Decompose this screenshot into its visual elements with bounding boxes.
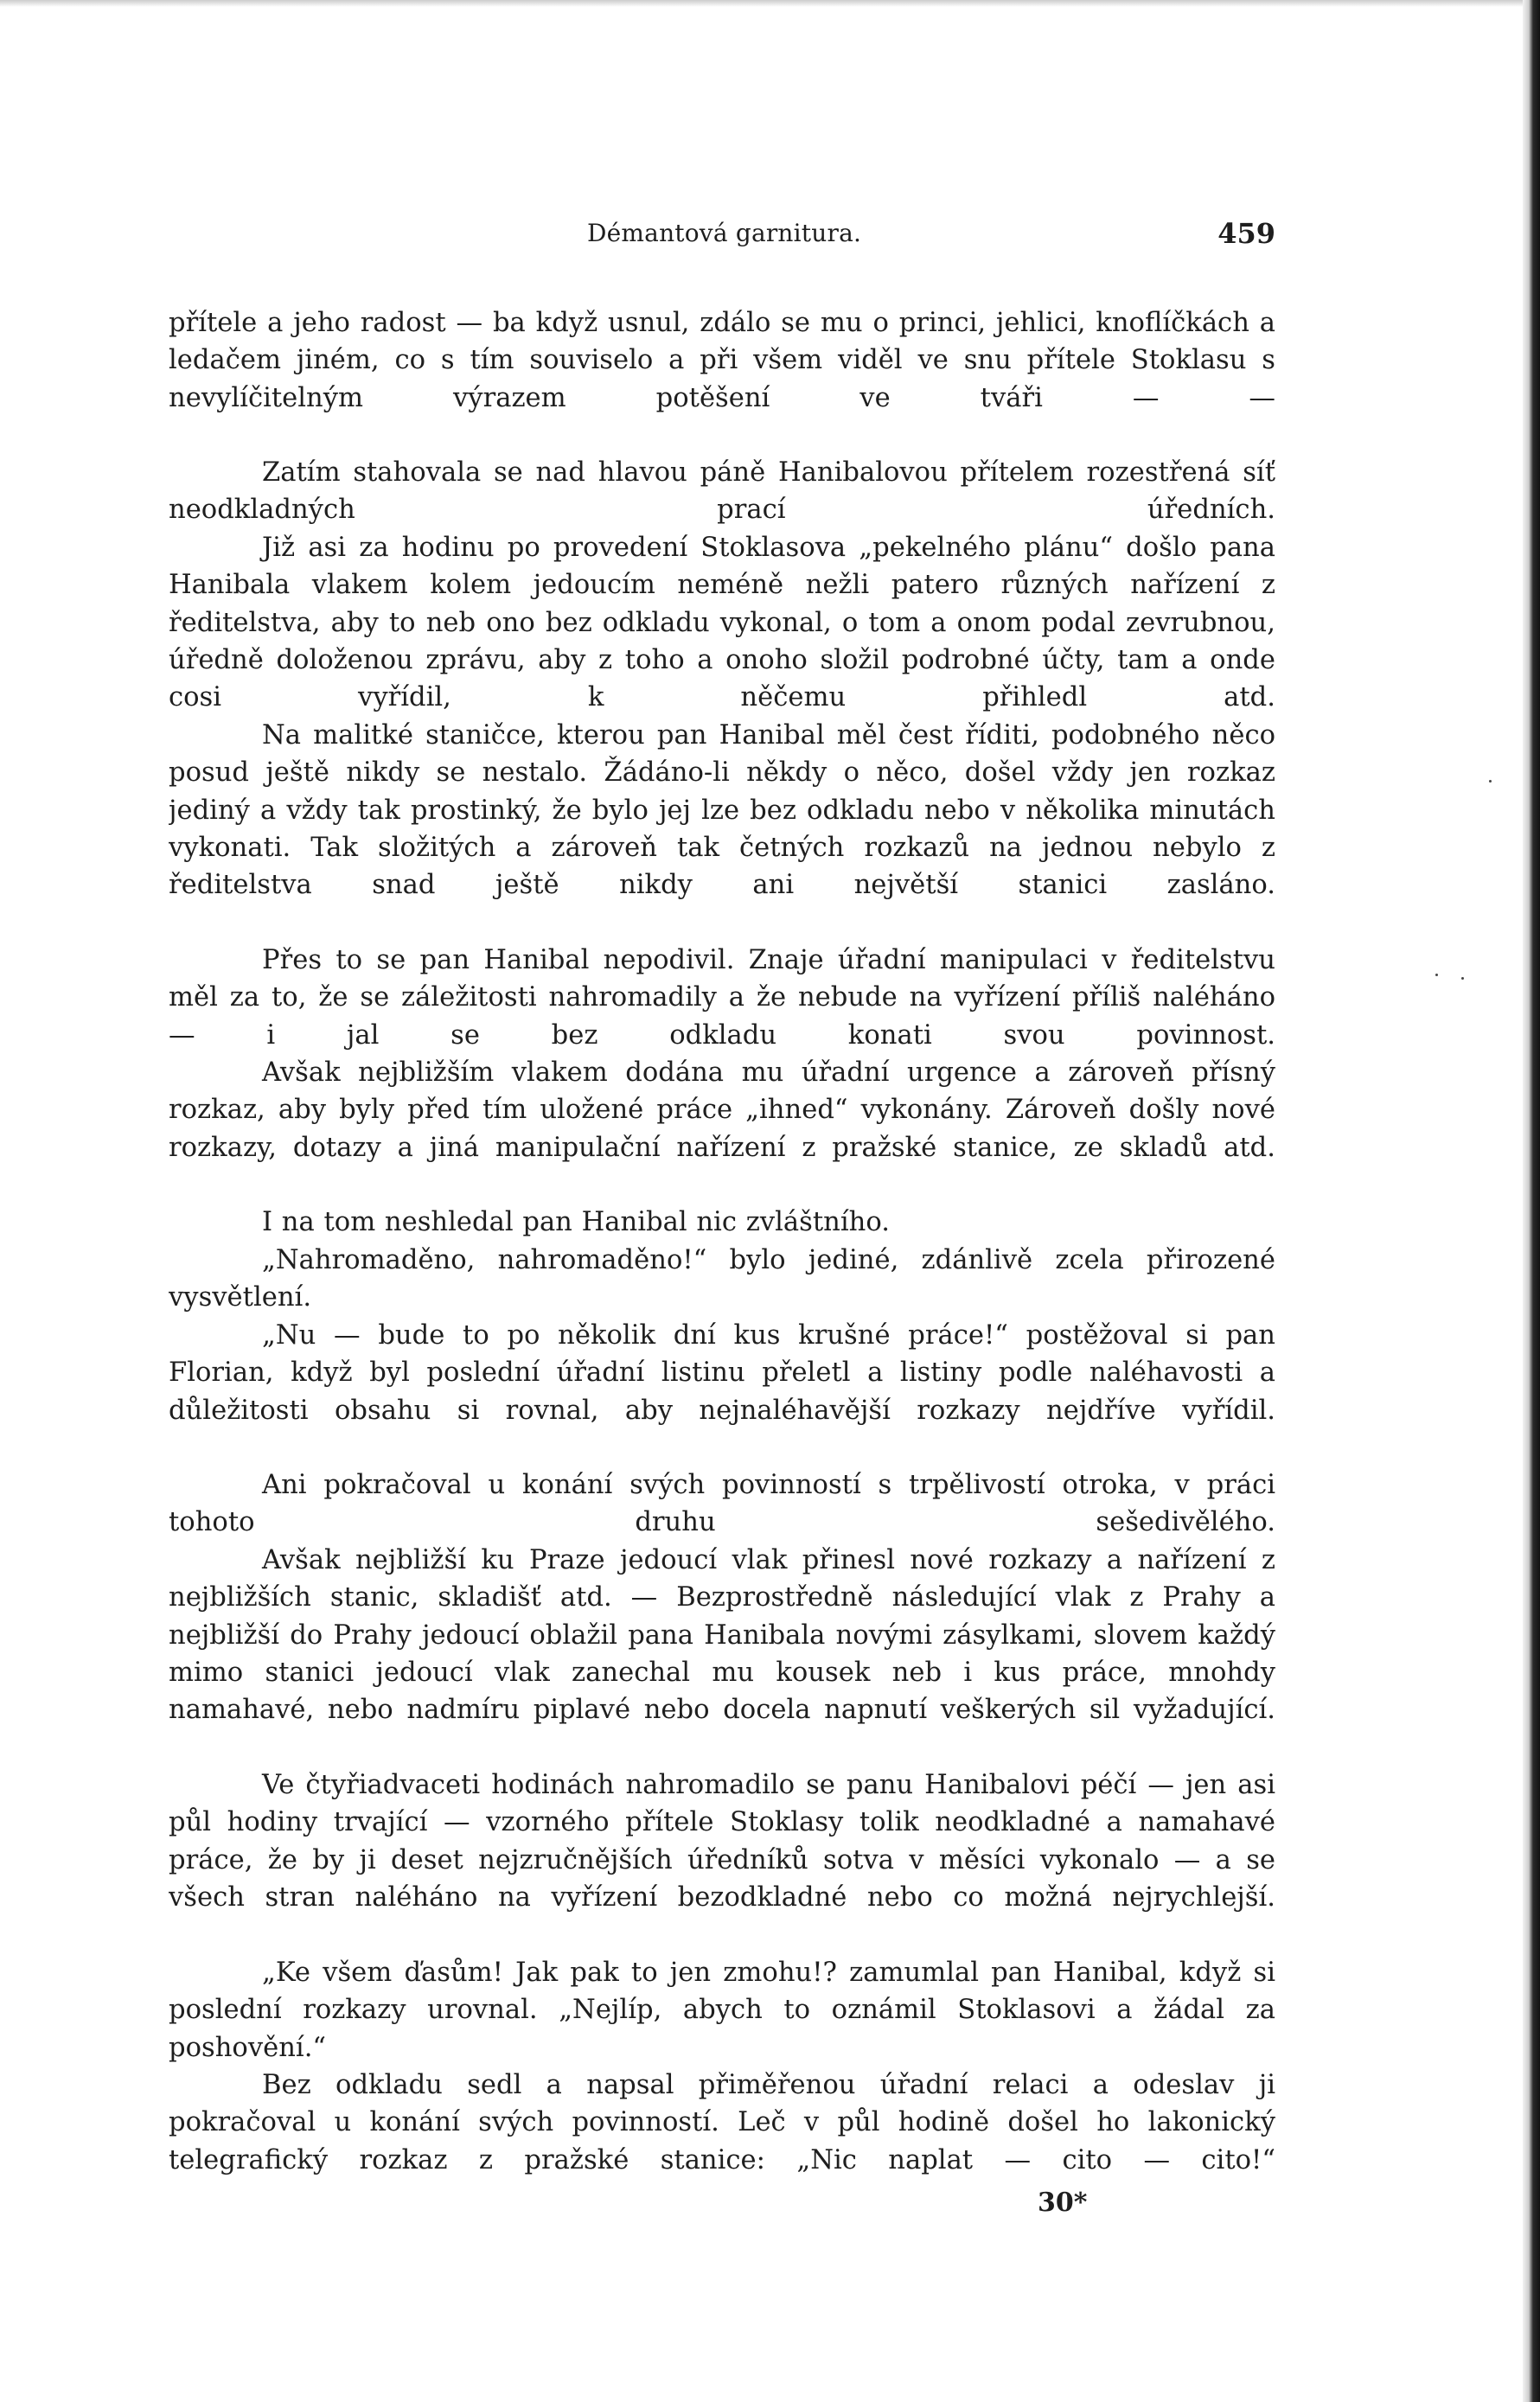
paragraph: „Ke všem ďasům! Jak pak to jen zmohu!? zamumlal pan Hanibal, když si poslední rozkazy urovnal. „Nejlíp, abych to oznámil Stoklasovi a žádal za poshovění.“ (169, 1958, 1275, 2063)
scan-speck (1489, 780, 1492, 783)
paragraph: I na tom neshledal pan Hanibal nic zvláštního. (262, 1207, 890, 1237)
paragraph: Na malitké staničce, kterou pan Hanibal měl čest říditi, podobného něco posud ještě nikdy se nestalo. Žádáno-li někdy o něco, došel vždy jen rozkaz jediný a vždy tak prostinký, že bylo jej lze bez odkladu nebo v několika minutách vykonati. Tak složitých a zároveň tak četných rozkazů na jednou nebylo z ředitelstva snad ještě nikdy ani největší stanici zasláno. (169, 720, 1275, 901)
scan-speck (1461, 977, 1464, 980)
scan-edge-top (0, 0, 1540, 7)
paragraph: Avšak nejbližší ku Praze jedoucí vlak přinesl nové rozkazy a nařízení z nejbližších stanic, skladišť atd. — Bezprostředně následující vlak z Prahy a nejbližší do Prahy jedoucí oblažil pana Hanibala novými zásylkami, slovem každý mimo stanici jedoucí vlak zanechal mu kousek neb i kus práce, mnohdy namahavé, nebo nadmíru piplavé nebo docela napnutí veškerých sil vyžadující. (169, 1545, 1275, 1726)
paragraph: Zatím stahovala se nad hlavou páně Hanibalovou přítelem rozestřená síť neodkladných prací úředních. (169, 457, 1275, 526)
paragraph: Již asi za hodinu po provedení Stoklasova „pekelného plánu“ došlo pana Hanibala vlakem kolem jedoucím neméně nežli patero různých nařízení z ředitelstva, aby to neb ono bez odkladu vykonal, o tom a onom podal zevrubnou, úředně doloženou zprávu, aby z toho a onoho složil podrobné účty, tam a onde cosi vyřídil, k něčemu přihledl atd. (169, 533, 1275, 713)
paragraph: Avšak nejbližším vlakem dodána mu úřadní urgence a zároveň přísný rozkaz, aby byly před tím uložené práce „ihned“ vykonány. Zároveň došly nové rozkazy, dotazy a jiná manipulační nařízení z pražské stanice, ze skladů atd. (169, 1057, 1275, 1163)
paragraph: „Nu — bude to po několik dní kus krušné práce!“ postěžoval si pan Florian, když byl poslední úřadní listinu přeletl a listiny podle naléhavosti a důležitosti obsahu si rovnal, aby nejnaléhavější rozkazy nejdříve vyřídil. (169, 1320, 1275, 1426)
signature-mark: 30* (1038, 2188, 1088, 2218)
paragraph: Ve čtyřiadvaceti hodinách nahromadilo se panu Hanibalovi péčí — jen asi půl hodiny trvající — vzorného přítele Stoklasy tolik neodkladné a namahavé práce, že by ji deset nejzručnějších úředníků sotva v měsíci vykonalo — a se všech stran naléháno na vyřízení bezodkladné nebo co možná nejrychlejší. (169, 1770, 1275, 1913)
paragraph: Bez odkladu sedl a napsal přiměřenou úřadní relaci a odeslav ji pokračoval u konání svých povinností. Leč v půl hodině došel ho lakonický telegrafický rozkaz z pražské stanice: „Nic naplat — cito — cito!“ (169, 2070, 1275, 2175)
paragraph: „Nahromaděno, nahromaděno!“ bylo jediné, zdánlivě zcela přirozené vysvětlení. (169, 1245, 1275, 1313)
book-page (169, 214, 1275, 2227)
scan-speck (1435, 974, 1438, 976)
page-number: 459 (1217, 217, 1275, 250)
paragraph: přítele a jeho radost — ba když usnul, zdálo se mu o princi, jehlici, knoflíčkách a ledačem jiném, co s tím souviselo a při všem viděl ve snu přítele Stoklasu s nevylíčitelným výrazem potěšení ve tváři — — (169, 308, 1275, 413)
paragraph: Přes to se pan Hanibal nepodivil. Znaje úřadní manipulaci v ředitelstvu měl za to, že se záležitosti nahromadily a že nebude na vyřízení příliš naléháno — i jal se bez odkladu konati svou povinnost. (169, 945, 1275, 1051)
running-title: Démantová garnitura. (587, 219, 862, 247)
body-text (169, 304, 1275, 2179)
scan-edge-right (1523, 0, 1540, 2402)
page-header (169, 214, 1275, 258)
paragraph: Ani pokračoval u konání svých povinností s trpělivostí otroka, v práci tohoto druhu sešedivělého. (169, 1470, 1275, 1538)
page-footer (169, 2184, 1275, 2227)
